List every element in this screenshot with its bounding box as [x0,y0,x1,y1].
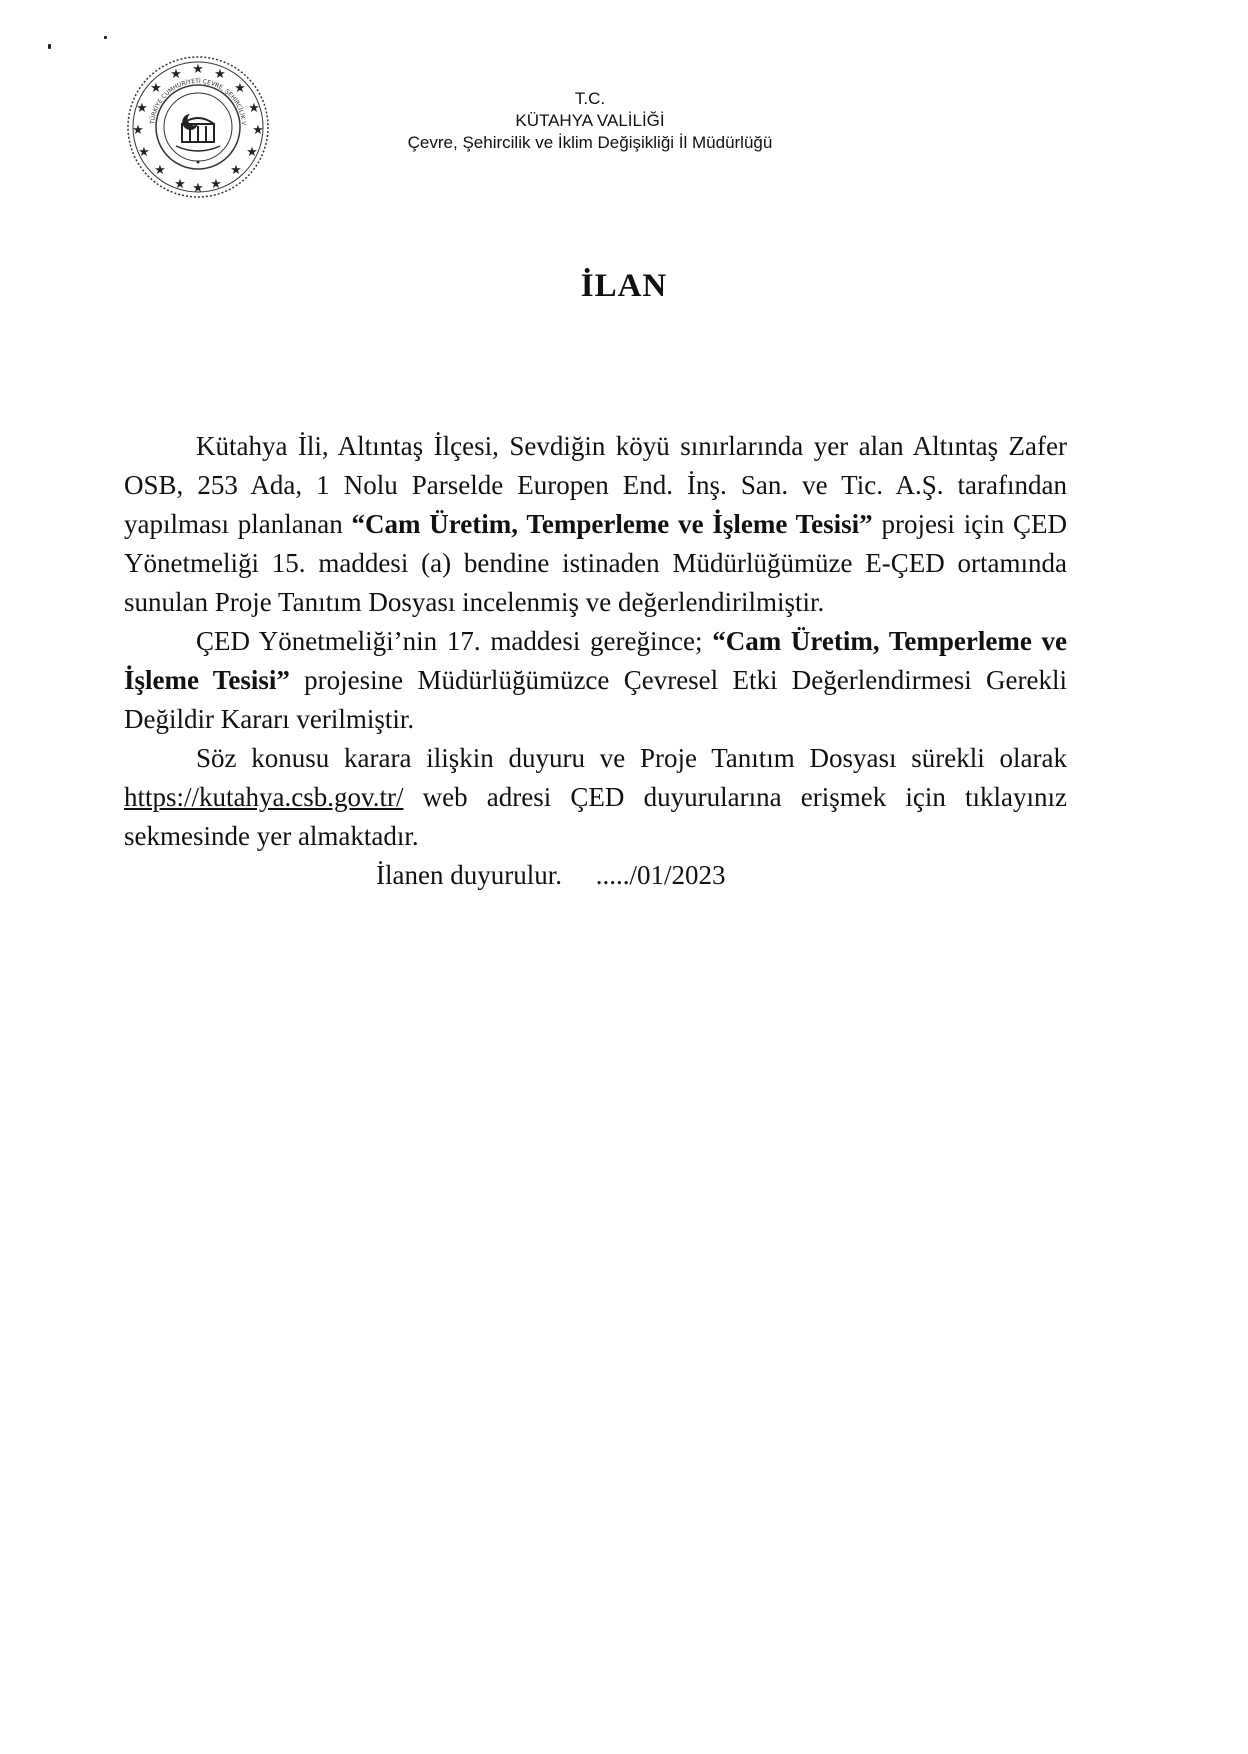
svg-text:★: ★ [150,81,162,96]
ministry-seal-icon [118,52,278,202]
website-link[interactable]: https://kutahya.csb.gov.tr/ [124,782,404,812]
closing-line [124,856,1067,895]
scan-speck [104,36,107,39]
paragraph-project-description: Kütahya İli, Altıntaş İlçesi, Sevdiğin köyü sınırlarında yer alan Altıntaş Zafer OSB, 253 Ada, 1 Nolu Parselde Europen End. İnş. San. ve Tic. A.Ş. tarafından yapılması planlanan “Cam Üretim, Temperleme ve İşleme Tesisi” projesi için ÇED Yönetmeliği 15. maddesi (a) bendine istinaden Müdürlüğümüze E-ÇED ortamında sunulan Proje Tanıtım Dosyası incelenmiş ve değerlendirilmiştir. [124,431,1068,617]
svg-text:★: ★ [170,67,182,82]
paragraph-website-info: Söz konusu karara ilişkin duyuru ve Proje Tanıtım Dosyası sürekli olarak https://kutahya.csb.gov.tr/ web adresi ÇED duyurularına erişmek için tıklayınız sekmesinde yer almaktadır. [124,743,1067,851]
closing-text: İlanen duyurulur. [376,860,562,890]
svg-text:★: ★ [136,101,148,116]
page-title: İLAN [580,268,668,304]
svg-text:★: ★ [132,123,144,138]
svg-text:★: ★ [234,81,246,96]
svg-text:★: ★ [214,67,226,82]
header-line-governorship: KÜTAHYA VALİLİĞİ [515,111,665,130]
scan-speck [48,44,51,49]
announcement-body [124,427,1067,895]
paragraph-decision: ÇED Yönetmeliği’nin 17. maddesi gereğince; “Cam Üretim, Temperleme ve İşleme Tesisi” projesine Müdürlüğümüzce Çevresel Etki Değerlendirmesi Gerekli Değildir Kararı verilmiştir. [124,626,1067,734]
document-header [380,88,800,154]
svg-text:★: ★ [210,177,222,192]
svg-text:★: ★ [138,145,150,160]
svg-text:★: ★ [246,145,258,160]
svg-text:★: ★ [192,181,204,196]
svg-text:TÜRKİYE CUMHURİYETİ ÇEVRE, ŞEH: TÜRKİYE CUMHURİYETİ ÇEVRE, ŞEHİRCİLİK V [149,77,248,126]
svg-text:★: ★ [174,177,186,192]
closing-date: ...../01/2023 [595,860,726,890]
header-line-tc: T.C. [574,89,606,108]
svg-text:★: ★ [230,163,242,178]
svg-text:★: ★ [252,123,264,138]
svg-text:★: ★ [192,62,204,77]
svg-text:★: ★ [248,101,260,116]
svg-text:★: ★ [154,163,166,178]
header-line-directorate: Çevre, Şehircilik ve İklim Değişikliği İl Müdürlüğü [407,133,773,152]
